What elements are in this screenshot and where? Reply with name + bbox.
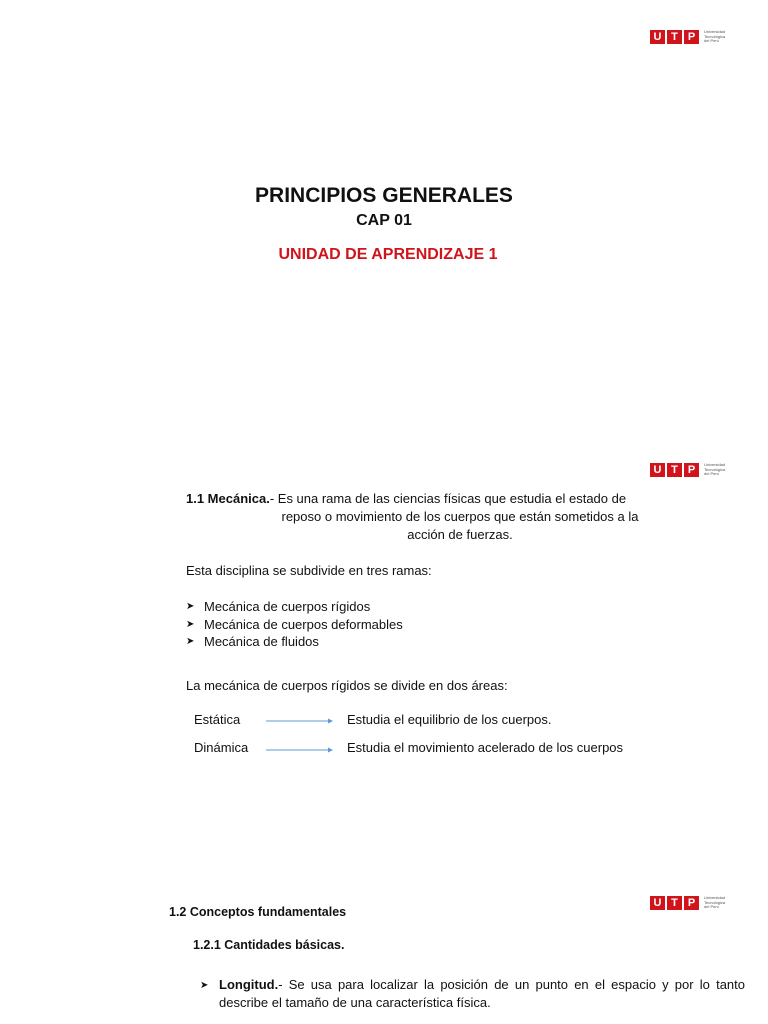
branch-label: Mecánica de cuerpos rígidos [204, 599, 371, 614]
logo-letter-t: T [667, 463, 682, 477]
logo-letter-p: P [684, 896, 699, 910]
subsection-title: 1.2.1 Cantidades básicas. [193, 938, 345, 952]
right-arrow-icon [266, 716, 334, 726]
logo-letter-p: P [684, 30, 699, 44]
utp-logo [650, 30, 730, 44]
longitud-text [219, 976, 745, 1011]
list-item [186, 633, 403, 651]
arrow-bullet-icon: ➤ [186, 618, 195, 630]
definition-line: acción de fuerzas. [407, 526, 513, 542]
arrow-bullet-icon: ➤ [186, 601, 195, 612]
logo-caption: Universidad Tecnológica del Perú [704, 462, 726, 477]
logo-letter-u: U [650, 896, 665, 910]
area-name-dinamica: Dinámica [194, 740, 249, 755]
right-arrow-icon [266, 745, 334, 755]
branch-label: Mecánica de cuerpos deformables [204, 616, 403, 632]
definition-line: - Es una rama de las ciencias físicas que estudia el estado de [269, 491, 627, 506]
mecanica-definition-continued [215, 508, 705, 543]
subdivide-intro: Esta disciplina se subdivide en tres ramas: [186, 563, 432, 578]
arrow-bullet-icon: ➤ [186, 636, 195, 647]
longitud-definition: - Se usa para localizar la posición de un punto en el espacio y por lo tanto describe el tamaño de una característica física. [219, 977, 745, 1010]
logo-letter-t: T [667, 896, 682, 910]
mecanica-term: 1.1 Mecánica. [186, 491, 270, 506]
mecanica-definition [186, 490, 646, 508]
area-name-estatica: Estática [194, 712, 241, 727]
logo-caption: Universidad Tecnológica del Perú [704, 895, 726, 910]
longitud-term: Longitud. [219, 977, 279, 992]
area-description-dinamica: Estudia el movimiento acelerado de los cuerpos [347, 740, 624, 755]
rigid-intro: La mecánica de cuerpos rígidos se divide en dos áreas: [186, 678, 508, 693]
utp-logo [650, 463, 730, 477]
branches-list [186, 598, 403, 651]
page-title: PRINCIPIOS GENERALES [255, 184, 513, 207]
list-item [186, 598, 403, 616]
logo-letter-u: U [650, 463, 665, 477]
logo-letter-u: U [650, 30, 665, 44]
unit-label: UNIDAD DE APRENDIZAJE 1 [278, 246, 498, 263]
longitud-item [200, 976, 745, 1011]
list-item [186, 616, 403, 634]
arrow-bullet-icon: ➤ [200, 980, 209, 991]
area-description-estatica: Estudia el equilibrio de los cuerpos. [347, 712, 552, 727]
chapter-label: CAP 01 [356, 212, 412, 229]
branch-label: Mecánica de fluidos [204, 634, 319, 649]
definition-line: reposo o movimiento de los cuerpos que están sometidos a la [281, 509, 639, 524]
logo-letter-t: T [667, 30, 682, 44]
section-title: 1.2 Conceptos fundamentales [169, 905, 347, 919]
logo-caption: Universidad Tecnológica del Perú [704, 29, 726, 44]
utp-logo [650, 896, 730, 910]
logo-letter-p: P [684, 463, 699, 477]
